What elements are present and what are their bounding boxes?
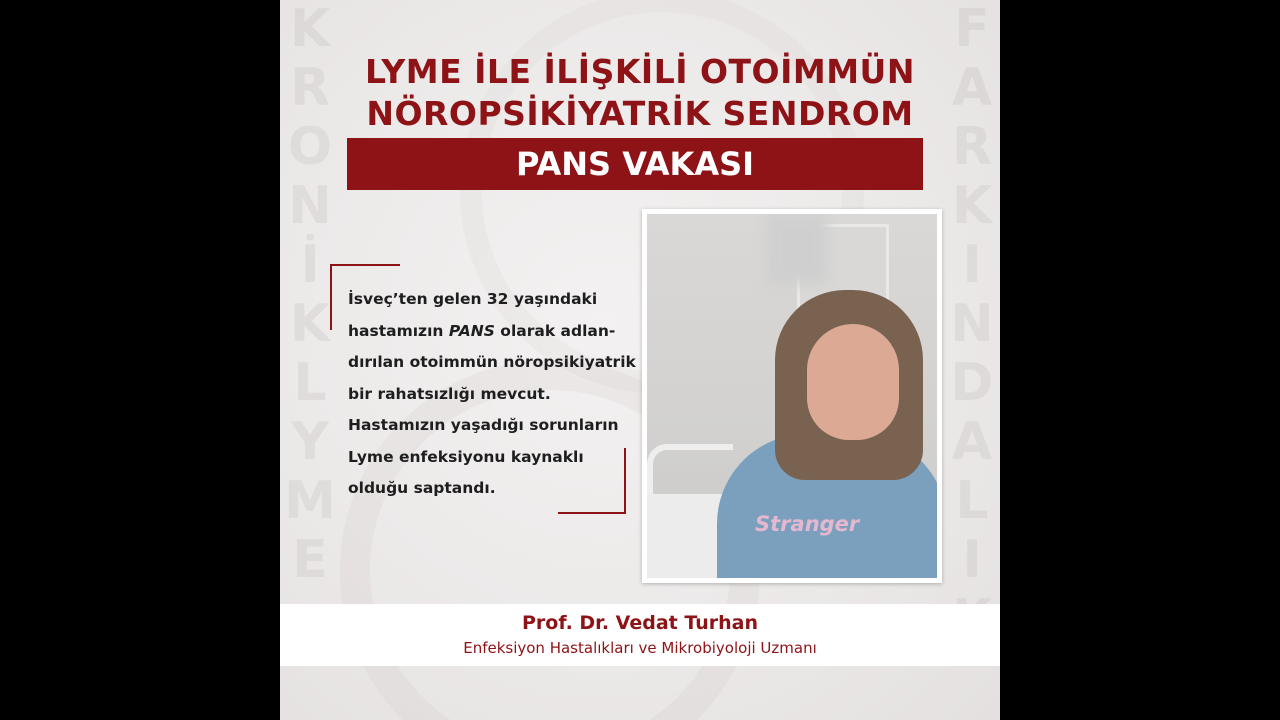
photo-image	[647, 214, 937, 578]
description-line: İsveç’ten gelen 32 yaşındaki	[348, 290, 598, 308]
photo-blur	[767, 214, 827, 284]
description-line: Lyme enfeksiyonu kaynaklı	[348, 447, 584, 466]
description-line: dırılan otoimmün nöropsikiyatrik	[348, 353, 636, 371]
photo-hoodie-print: Stranger	[755, 512, 860, 536]
description-text: olarak adlan-	[494, 321, 616, 340]
photo-face	[807, 324, 899, 440]
case-description	[348, 284, 638, 505]
post-canvas	[280, 0, 1000, 720]
description-line: bir rahatsızlığı mevcut.	[348, 384, 551, 403]
description-line: olduğu saptandı.	[348, 479, 496, 497]
doctor-footer	[280, 604, 1000, 666]
case-banner: PANS VAKASI	[347, 138, 923, 190]
patient-photo	[642, 209, 942, 583]
description-emphasis: PANS	[448, 321, 495, 340]
watermark-right: F A R K I N D A L I	[950, 0, 994, 590]
doctor-title: Enfeksiyon Hastalıkları ve Mikrobiyoloji Uzmanı	[463, 639, 817, 657]
watermark-left: K R O N İ K L Y M E	[284, 0, 336, 590]
description-line: Hastamızın yaşadığı sorunların	[348, 416, 619, 434]
description-text: hastamızın	[348, 321, 449, 340]
description-line	[348, 316, 638, 348]
doctor-name: Prof. Dr. Vedat Turhan	[522, 612, 758, 634]
title-line-1: LYME İLE İLİŞKİLİ OTOİMMÜN	[365, 52, 915, 91]
title-line-2: NÖROPSİKİYATRİK SENDROM	[366, 94, 914, 133]
